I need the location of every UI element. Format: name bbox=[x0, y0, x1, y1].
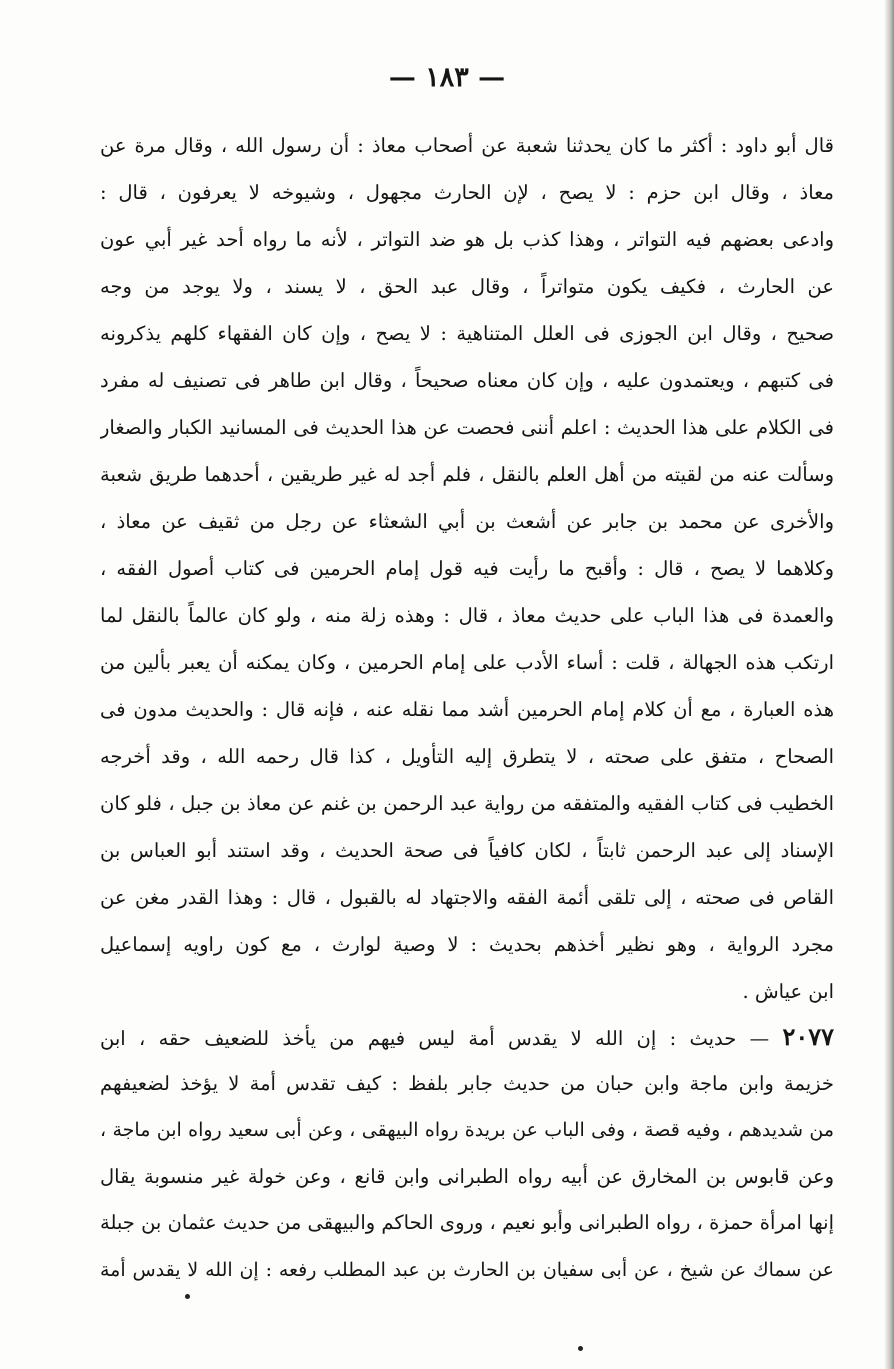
text-line: والعمدة فى هذا الباب على حديث معاذ ، قال : وهذه زلة منه ، ولو كان عالماً بالنقل لما bbox=[100, 604, 834, 627]
text-line: وكلاهما لا يصح ، قال : وأقبح ما رأيت فيه قول إمام الحرمين فى كتاب أصول الفقه ، bbox=[100, 557, 834, 580]
paragraph-commentary bbox=[100, 122, 834, 1015]
text-line: الصحاح ، متفق على صحته ، لا يتطرق إليه التأويل ، كذا قال رحمه الله ، وقد أخرجه bbox=[100, 745, 834, 768]
text-line: هذه العبارة ، مع أن كلام إمام الحرمين أشد مما نقله عنه ، فإنه قال : والحديث مدون فى bbox=[100, 698, 834, 721]
ink-speck bbox=[578, 1346, 583, 1351]
text-line: القاص فى صحته ، إلى تلقى أئمة الفقه والاجتهاد له بالقبول ، قال : وهذا القدر مغن عن bbox=[100, 886, 834, 909]
paragraph-hadith-2077 bbox=[100, 1014, 834, 1293]
text-line: فى الكلام على هذا الحديث : اعلم أننى فحصت عن هذا الحديث فى المسانيد الكبار والصغار bbox=[100, 416, 834, 439]
text-line: معاذ ، وقال ابن حزم : لا يصح ، لإن الحارث مجهول ، وشيوخه لا يعرفون ، قال : bbox=[100, 181, 834, 204]
text-line: ارتكب هذه الجهالة ، قلت : أساء الأدب على إمام الحرمين ، وكان يمكنه أن يعبر بألين من bbox=[100, 651, 834, 674]
text-line: عن سماك عن شيخ ، عن أبى سفيان بن الحارث بن عبد المطلب رفعه : إن الله لا يقدس أمة bbox=[100, 1258, 834, 1281]
text-line: وادعى بعضهم فيه التواتر ، وهذا كذب بل هو ضد التواتر ، لأنه ما رواه أحد غير أبي عون bbox=[100, 228, 834, 251]
text-line-last: ابن عياش . bbox=[742, 980, 834, 1003]
text-line: فى كتبهم ، ويعتمدون عليه ، وإن كان معناه صحيحاً ، وقال ابن طاهر فى تصنيف له مفرد bbox=[100, 369, 834, 392]
text-line: خزيمة وابن ماجة وابن حبان من حديث جابر بلفظ : كيف تقدس أمة لا يؤخذ لضعيفهم bbox=[100, 1071, 834, 1095]
text-line: إنها امرأة حمزة ، رواه الطبرانى وأبو نعيم ، وروى الحاكم والبيهقى من حديث عثمان بن جبلة bbox=[100, 1211, 834, 1234]
page-number: — ١٨٣ — bbox=[388, 62, 506, 93]
text-line: صحيح ، وقال ابن الجوزى فى العلل المتناهية : لا يصح ، وإن كان الفقهاء كلهم يذكرونه bbox=[100, 322, 834, 345]
page-edge-shadow bbox=[884, 0, 894, 1369]
hadith-first-line-text: — حديث : إن الله لا يقدس أمة ليس فيهم من يأخذ للضعيف حقه ، ابن bbox=[100, 1027, 770, 1050]
text-line: الإسناد إلى عبد الرحمن ثابتاً ، لكان كافياً فى صحة الحديث ، وقد استند أبو العباس بن bbox=[100, 839, 834, 862]
hadith-first-line bbox=[100, 1014, 834, 1061]
ink-speck bbox=[185, 1294, 190, 1299]
text-line: وعن قابوس بن المخارق عن أبيه رواه الطبرانى وابن قانع ، وعن خولة غير منسوبة يقال bbox=[100, 1164, 834, 1188]
text-line: وسألت عنه من لقيته من أهل العلم بالنقل ، فلم أجد له غير طريقين ، أحدهما طريق شعبة bbox=[100, 463, 834, 486]
text-line: عن الحارث ، فكيف يكون متواتراً ، وقال عبد الحق ، لا يسند ، ولا يوجد من وجه bbox=[100, 275, 834, 298]
text-line: مجرد الرواية ، وهو نظير أخذهم بحديث : لا وصية لوارث ، مع كون راويه إسماعيل bbox=[100, 933, 834, 956]
text-line: قال أبو داود : أكثر ما كان يحدثنا شعبة عن أصحاب معاذ : أن رسول الله ، وقال مرة عن bbox=[100, 134, 834, 157]
hadith-number: ٢٠٧٧ bbox=[782, 1022, 834, 1051]
text-line: والأخرى عن محمد بن جابر عن أشعث بن أبي الشعثاء عن رجل من ثقيف عن معاذ ، bbox=[100, 510, 834, 533]
text-line: من شديدهم ، وفيه قصة ، وفى الباب عن بريدة رواه البيهقى ، وعن أبى سعيد رواه ابن ماجة ، bbox=[100, 1119, 834, 1141]
text-line: الخطيب فى كتاب الفقيه والمتفقه من رواية عبد الرحمن بن غنم عن معاذ بن جبل ، فلو كان bbox=[100, 792, 834, 815]
